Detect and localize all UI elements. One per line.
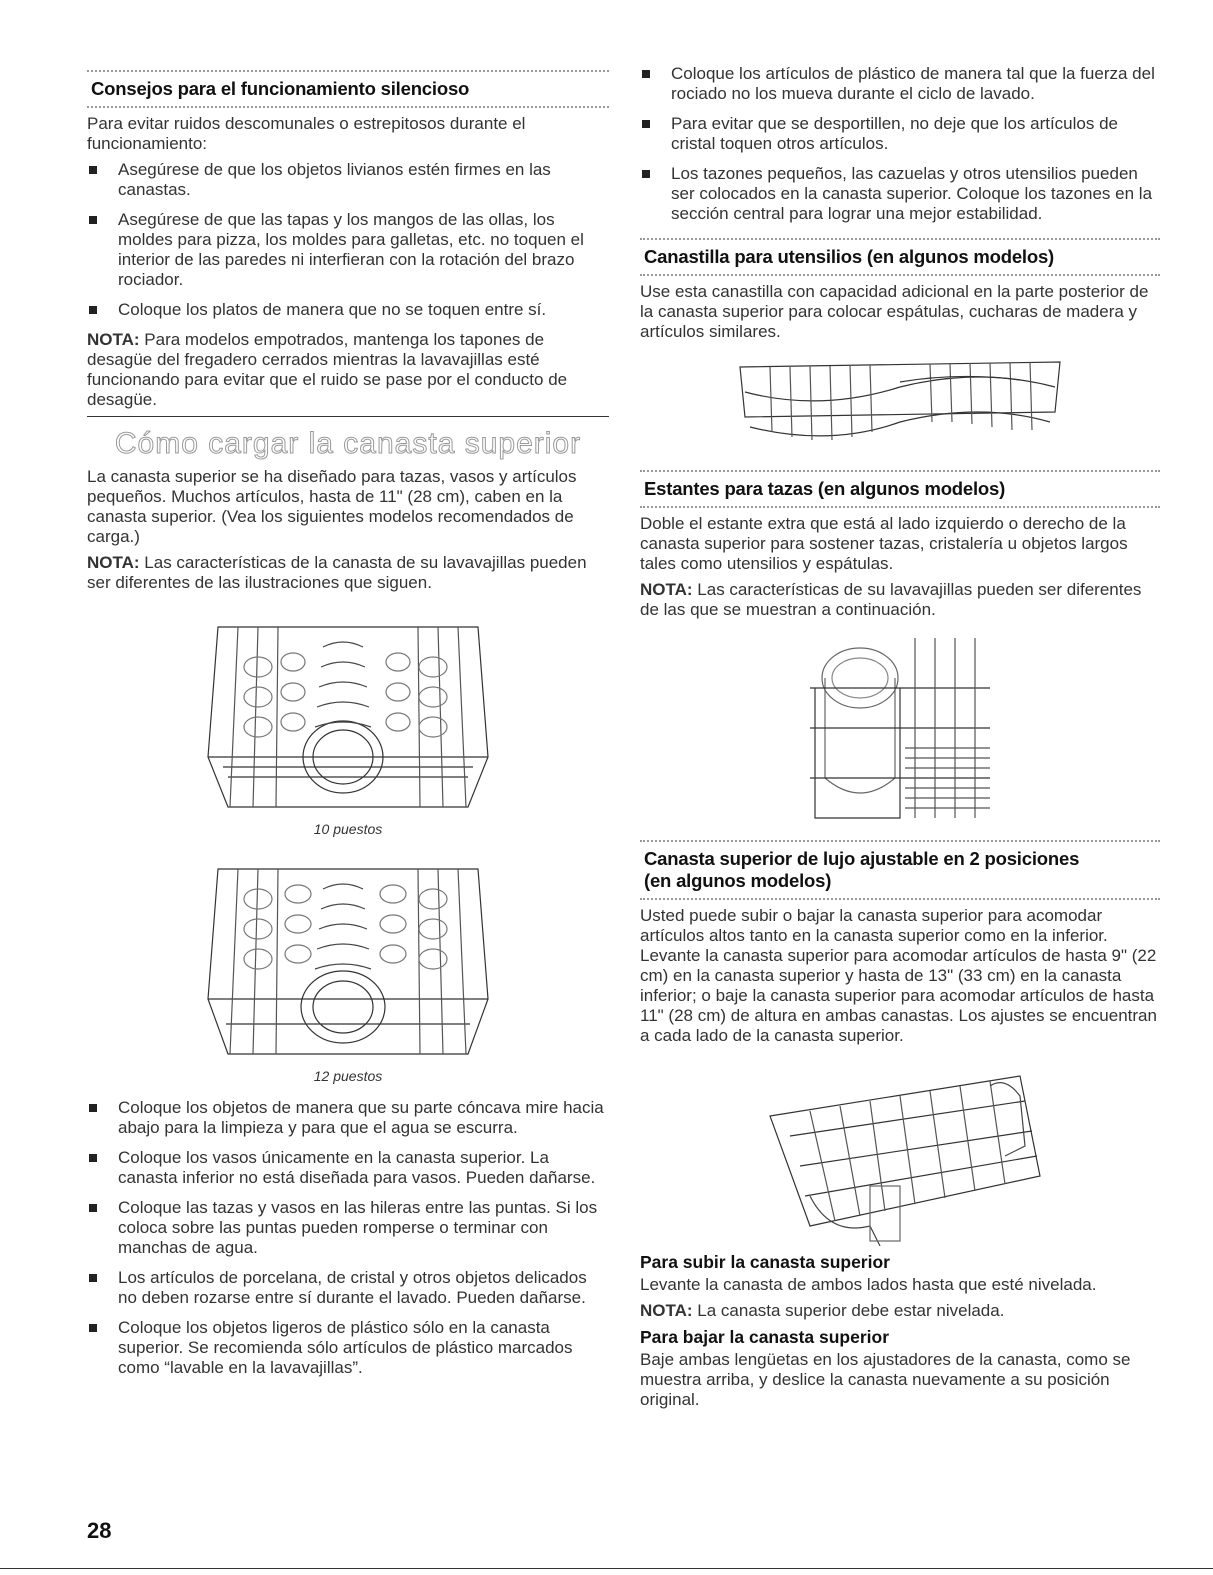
title-line: Canasta superior de lujo ajustable en 2 posiciones [644,848,1080,869]
paragraph: Levante la canasta de ambos lados hasta que esté nivelada. [640,1275,1097,1294]
section-title-adjustable [644,848,1160,892]
note-text: Las características de la canasta de su lavavajillas pueden ser diferentes de las ilustraciones que siguen. [87,553,587,592]
bottom-rule [0,1568,1213,1569]
adjustable-rack-illustration [750,1056,1050,1246]
figure-caption: 10 puestos [313,821,383,837]
divider [640,840,1160,842]
note-text: Las características de su lavavajillas pueden ser diferentes de las que se muestran a continuación. [640,580,1142,619]
utensil-basket-illustration [730,352,1070,452]
bullet-list [640,64,1160,224]
paragraph: Use esta canastilla con capacidad adicional en la parte posterior de la canasta superior para colocar espátulas, cucharas de madera y artículos similares. [640,282,1149,341]
raise-title: Para subir la canasta superior [640,1252,890,1272]
left-column [87,64,609,1388]
section-title-quiet: Consejos para el funcionamiento silencioso [91,78,470,99]
list-item: Coloque los vasos únicamente en la canasta superior. La canasta inferior no está diseñada para vasos. Pueden dañarse. [87,1148,609,1188]
list-item: Asegúrese de que las tapas y los mangos de las ollas, los moldes para pizza, los moldes para galletas, etc. no toquen el interior de las paredes ni interfieran con la rotación del brazo rociador. [87,210,609,290]
divider [640,238,1160,240]
note-label: NOTA: [640,1301,693,1320]
note-text: La canasta superior debe estar nivelada. [692,1301,1005,1320]
title-line: (en algunos modelos) [644,870,832,891]
list-item: Coloque las tazas y vasos en las hileras entre las puntas. Si los coloca sobre las puntas pueden romperse o terminar con manchas de agua. [87,1198,609,1258]
paragraph: La canasta superior se ha diseñado para tazas, vasos y artículos pequeños. Muchos artículos, hasta de 11" (28 cm), caben en la canasta superior. (Vea los siguientes modelos recomendados de carga.) [87,467,577,546]
lower-title: Para bajar la canasta superior [640,1327,890,1347]
note-text: Para modelos empotrados, mantenga los tapones de desagüe del fregadero cerrados mientras la lavavajillas esté funcionando para evitar que el ruido se pase por el conducto de desagüe. [87,330,568,409]
paragraph: Usted puede subir o bajar la canasta superior para acomodar artículos altos tanto en la canasta superior como en la inferior. Levante la canasta superior para acomodar artículos de hasta 9" (22 cm) en la canasta superior y hasta de 13" (33 cm) en la canasta inferior; o baje la canasta superior para acomodar artículos de hasta 11" (28 cm) de altura en ambas canastas. Los ajustes se encuentran a cada lado de la canasta superior. [640,906,1157,1045]
list-item: Los tazones pequeños, las cazuelas y otros utensilios pueden ser colocados en la canasta superior. Coloque los tazones en la sección central para lograr una mejor estabilidad. [640,164,1160,224]
list-item: Asegúrese de que los objetos livianos estén firmes en las canastas. [87,160,609,200]
list-item: Coloque los objetos ligeros de plástico sólo en la canasta superior. Se recomienda sólo artículos de plástico marcados como “lavable en la lavavajillas”. [87,1318,609,1378]
section-title-cup-shelves: Estantes para tazas (en algunos modelos) [644,478,1006,499]
page-number: 28 [87,1518,112,1543]
paragraph: Doble el estante extra que está al lado izquierdo o derecho de la canasta superior para sostener tazas, cristalería u objetos largos tales como utensilios y espátulas. [640,514,1128,573]
divider [640,506,1160,508]
list-item: Coloque los artículos de plástico de manera tal que la fuerza del rociado no los mueva durante el ciclo de lavado. [640,64,1160,104]
divider [640,470,1160,472]
section-title-load: Cómo cargar la canasta superior [114,427,582,460]
note-label: NOTA: [87,553,140,572]
divider [640,274,1160,276]
right-column [640,64,1160,1416]
paragraph: Baje ambas lengüetas en los ajustadores de la canasta, como se muestra arriba, y deslice la canasta nuevamente a su posición original. [640,1350,1131,1409]
note-paragraph [87,330,609,410]
figure-caption: 12 puestos [313,1068,383,1084]
list-item: Coloque los platos de manera que no se toquen entre sí. [87,300,609,320]
note-paragraph [640,580,1160,620]
cup-shelf-illustration [805,628,995,828]
divider [87,106,609,108]
section-rule [87,416,609,417]
divider [640,898,1160,900]
rack-12-settings-illustration [198,859,498,1064]
list-item: Coloque los objetos de manera que su parte cóncava mire hacia abajo para la limpieza y para que el agua se escurra. [87,1098,609,1138]
list-item: Los artículos de porcelana, de cristal y otros objetos delicados no deben rozarse entre sí durante el lavado. Pueden dañarse. [87,1268,609,1308]
bullet-list [87,1098,609,1378]
note-paragraph [640,1301,1160,1321]
note-label: NOTA: [640,580,693,599]
note-paragraph [87,553,609,593]
list-item: Para evitar que se desportillen, no deje que los artículos de cristal toquen otros artículos. [640,114,1160,154]
note-label: NOTA: [87,330,140,349]
bullet-list [87,160,609,320]
section-title-utensil: Canastilla para utensilios (en algunos modelos) [644,246,1055,267]
divider [87,70,609,72]
rack-10-settings-illustration [198,607,498,817]
paragraph: Para evitar ruidos descomunales o estrepitosos durante el funcionamiento: [87,114,526,153]
